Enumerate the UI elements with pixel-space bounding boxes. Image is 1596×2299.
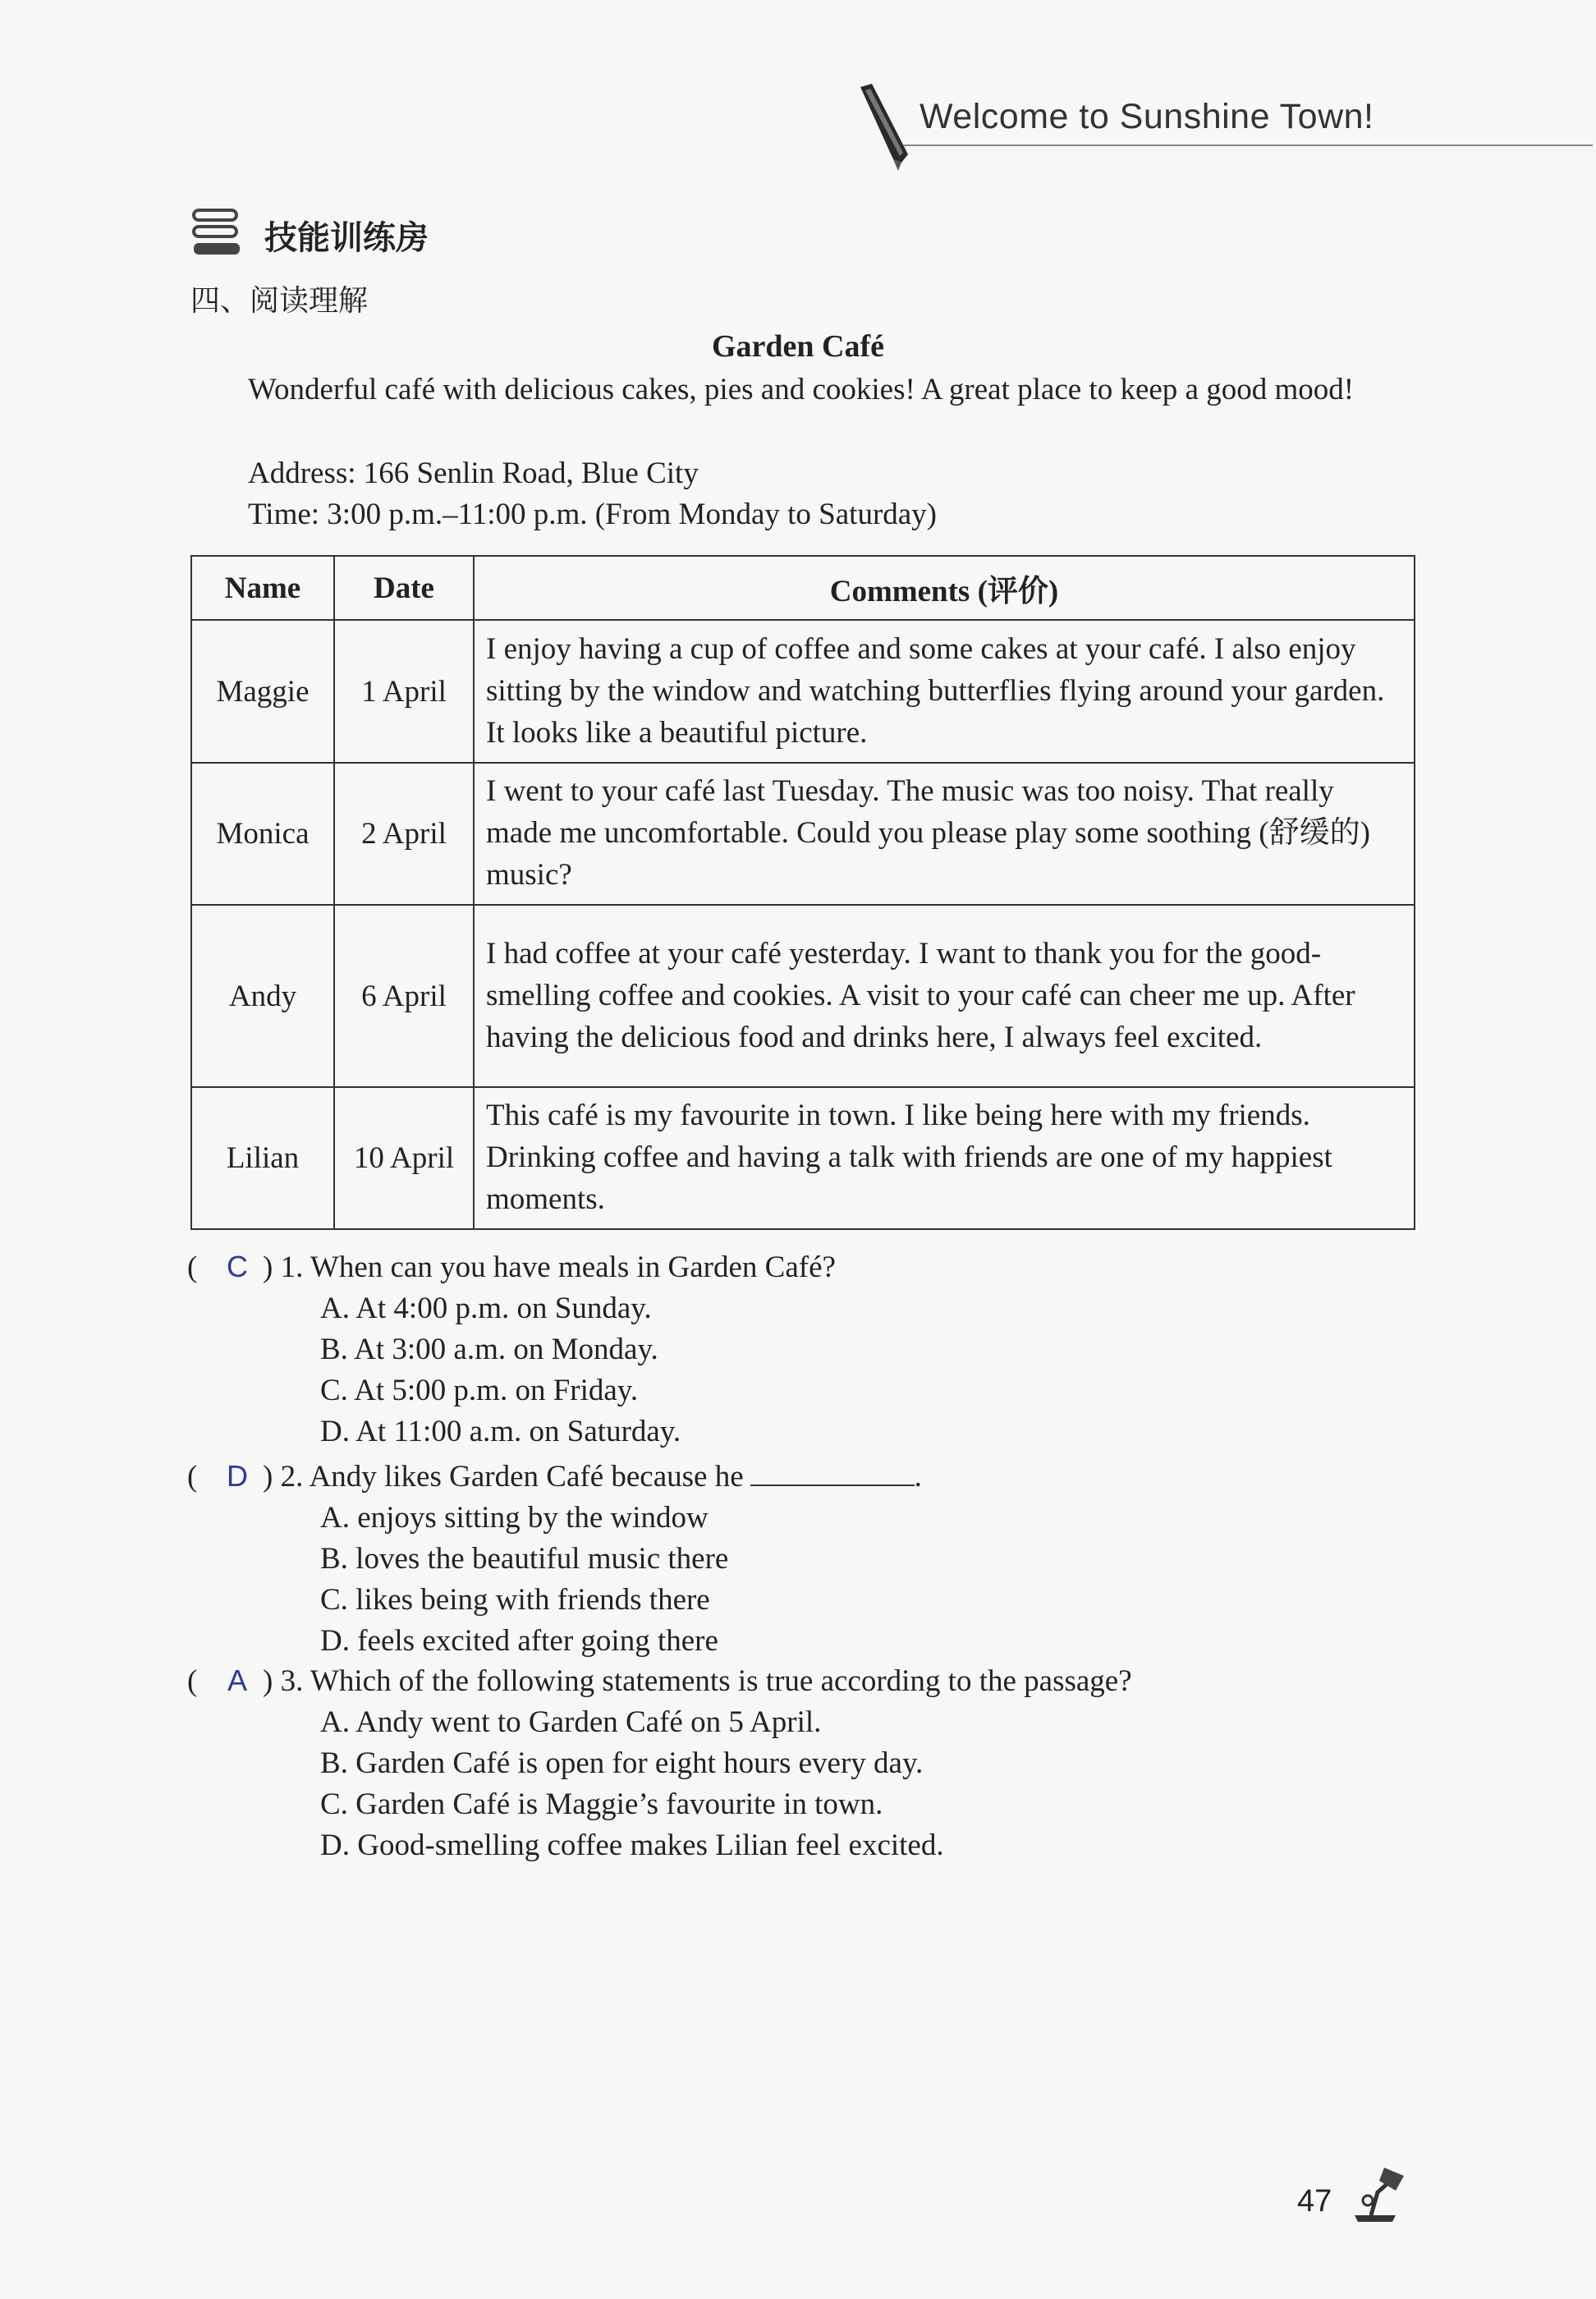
passage-address: Address: 166 Senlin Road, Blue City <box>248 457 699 490</box>
question-text: ) 1. When can you have meals in Garden Café? <box>263 1250 836 1284</box>
header-date: Date <box>334 556 474 620</box>
option-c: C. likes being with friends there <box>320 1583 710 1617</box>
pen-icon <box>854 82 920 172</box>
option-a: A. enjoys sitting by the window <box>320 1501 709 1535</box>
option-b: B. loves the beautiful music there <box>320 1542 729 1576</box>
option-b: B. Garden Café is open for eight hours every day. <box>320 1746 924 1780</box>
option-d: D. feels excited after going there <box>320 1624 718 1658</box>
answer-mark[interactable]: D <box>227 1459 248 1493</box>
table-header-row <box>191 556 1415 620</box>
question-2: ( D ) 2. Andy likes Garden Café because he . A. enjoys sitting by the window B. loves the beautiful music there C. likes being with friends there D. feels excited after going there <box>187 1453 922 1662</box>
table-row <box>191 905 1415 1087</box>
row-date: 2 April <box>334 763 474 905</box>
option-d: D. At 11:00 a.m. on Saturday. <box>320 1415 681 1448</box>
comments-table <box>190 555 1415 1230</box>
table-row <box>191 620 1415 763</box>
row-comment: I enjoy having a cup of coffee and some cakes at your café. I also enjoy sitting by the window and watching butterflies flying around your garden. It looks like a beautiful picture. <box>474 620 1415 763</box>
question-3: ( A ) 3. Which of the following statements is true according to the passage? A. Andy went to Garden Café on 5 April. B. Garden Café is open for eight hours every day. C. Garden Café is Maggie’s favourite in town. D. Good-smelling coffee makes Lilian feel excited. <box>187 1660 1132 1866</box>
row-date: 10 April <box>334 1087 474 1229</box>
answer-mark[interactable]: A <box>227 1663 247 1697</box>
option-d: D. Good-smelling coffee makes Lilian feel excited. <box>320 1829 944 1862</box>
row-name: Andy <box>191 905 334 1087</box>
option-c: C. At 5:00 p.m. on Friday. <box>320 1374 639 1407</box>
header-rule <box>903 145 1593 146</box>
row-date: 6 April <box>334 905 474 1087</box>
row-name: Maggie <box>191 620 334 763</box>
row-name: Monica <box>191 763 334 905</box>
lamp-icon <box>1338 2151 1412 2225</box>
row-name: Lilian <box>191 1087 334 1229</box>
option-c: C. Garden Café is Maggie’s favourite in town. <box>320 1787 883 1821</box>
answer-mark[interactable]: C <box>227 1250 248 1283</box>
table-row <box>191 1087 1415 1229</box>
row-comment: I went to your café last Tuesday. The music was too noisy. That really made me uncomfortable. Could you please play some soothing (舒缓的) music? <box>474 763 1415 905</box>
row-comment: I had coffee at your café yesterday. I want to thank you for the good-smelling coffee and cookies. A visit to your café can cheer me up. After having the delicious food and drinks here, I always feel excited. <box>474 905 1415 1087</box>
question-text: ) 3. Which of the following statements is true according to the passage? <box>263 1664 1132 1698</box>
section-icon <box>190 207 243 258</box>
option-a: A. At 4:00 p.m. on Sunday. <box>320 1292 652 1325</box>
section-title: 技能训练房 <box>264 219 429 257</box>
option-b: B. At 3:00 a.m. on Monday. <box>320 1333 658 1366</box>
passage-title: Garden Café <box>711 329 885 364</box>
row-comment: This café is my favourite in town. I like being here with my friends. Drinking coffee and having a talk with friends are one of my happiest moments. <box>474 1087 1415 1229</box>
option-a: A. Andy went to Garden Café on 5 April. <box>320 1705 822 1739</box>
answer-blank[interactable] <box>750 1453 915 1486</box>
header-name: Name <box>191 556 334 620</box>
question-1: ( C ) 1. When can you have meals in Garden Café? A. At 4:00 p.m. on Sunday. B. At 3:00 a.m. on Monday. C. At 5:00 p.m. on Friday. D. At 11:00 a.m. on Saturday. <box>187 1246 836 1452</box>
section-subtitle: 四、阅读理解 <box>190 284 369 318</box>
header-title: Welcome to Sunshine Town! <box>920 97 1374 136</box>
passage-intro: Wonderful café with delicious cakes, pies and cookies! A great place to keep a good mood! <box>248 373 1355 406</box>
page-number: 47 <box>1297 2184 1332 2219</box>
header-comments: Comments (评价) <box>474 556 1415 620</box>
row-date: 1 April <box>334 620 474 763</box>
table-row <box>191 763 1415 905</box>
passage-time: Time: 3:00 p.m.–11:00 p.m. (From Monday to Saturday) <box>248 498 938 531</box>
question-text: ) 2. Andy likes Garden Café because he <box>263 1460 744 1494</box>
